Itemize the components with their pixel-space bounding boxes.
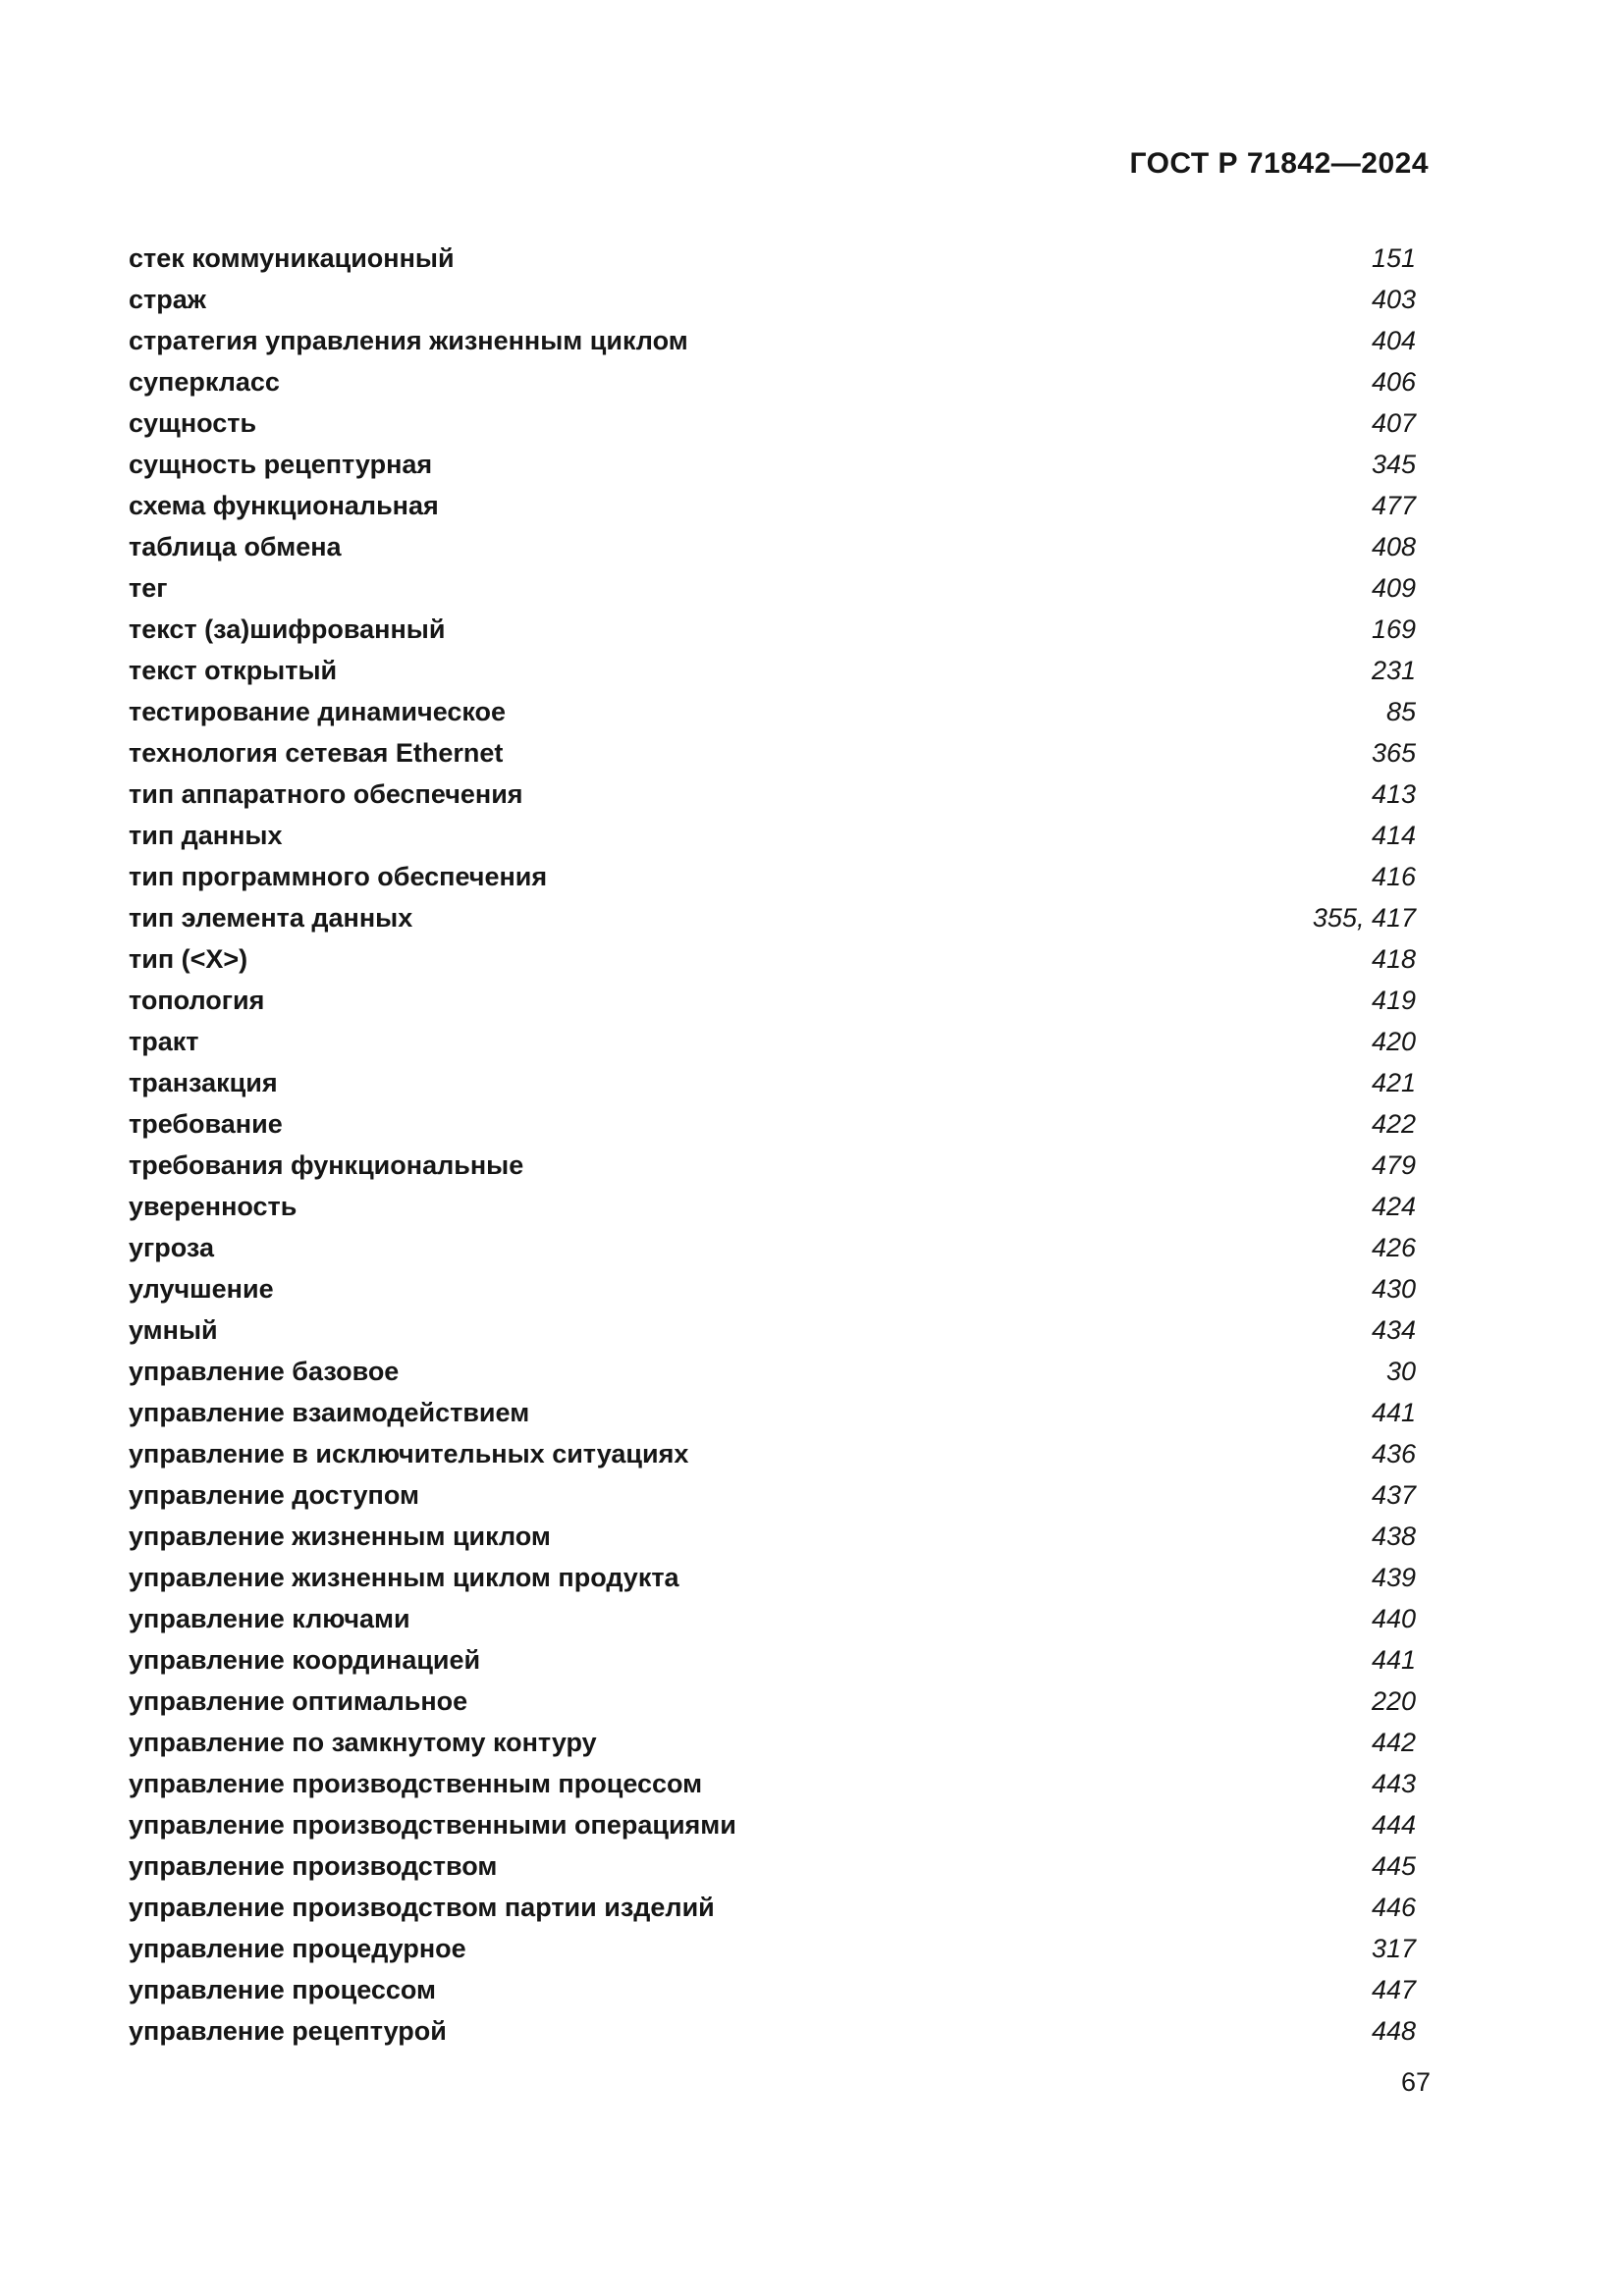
index-row	[129, 1728, 1429, 1769]
index-term: суперкласс	[129, 367, 280, 397]
index-term: управление процессом	[129, 1975, 437, 2004]
index-row	[129, 1975, 1429, 2016]
index-page-number: 317	[1371, 1934, 1416, 1963]
index-term: управление базовое	[129, 1357, 400, 1386]
index-row	[129, 821, 1429, 862]
index-term: управление рецептурой	[129, 2016, 447, 2046]
index-term: тестирование динамическое	[129, 697, 507, 726]
index-page-number: 406	[1371, 367, 1416, 397]
index-row	[129, 1893, 1429, 1934]
index-term: тип программного обеспечения	[129, 862, 548, 891]
index-page-number: 447	[1371, 1975, 1416, 2004]
index-row	[129, 944, 1429, 986]
index-page-number: 424	[1371, 1192, 1416, 1221]
index-term: тракт	[129, 1027, 199, 1056]
index-page-number: 407	[1371, 408, 1416, 438]
index-page-number: 438	[1371, 1522, 1416, 1551]
index-term: умный	[129, 1315, 218, 1345]
index-term: стек коммуникационный	[129, 243, 455, 273]
index-term: таблица обмена	[129, 532, 342, 561]
index-page-number: 421	[1371, 1068, 1416, 1097]
index-page-number: 365	[1371, 738, 1416, 768]
index-row	[129, 903, 1429, 944]
index-page-number: 439	[1371, 1563, 1416, 1592]
index-term: управление ключами	[129, 1604, 410, 1633]
index-page-number: 409	[1371, 573, 1416, 603]
index-term: тип элемента данных	[129, 903, 413, 933]
index-term: тип данных	[129, 821, 283, 850]
index-page-number: 444	[1371, 1810, 1416, 1840]
index-page-number: 448	[1371, 2016, 1416, 2046]
index-page-number: 30	[1385, 1357, 1416, 1386]
index-row	[129, 450, 1429, 491]
index-term: угроза	[129, 1233, 214, 1262]
index-page-number: 442	[1371, 1728, 1416, 1757]
index-term: управление жизненным циклом продукта	[129, 1563, 679, 1592]
index-page-number: 434	[1371, 1315, 1416, 1345]
index-term: управление производственным процессом	[129, 1769, 703, 1798]
index-page-number: 446	[1371, 1893, 1416, 1922]
index-row	[129, 1109, 1429, 1150]
index-term: страж	[129, 285, 206, 314]
index-row	[129, 2016, 1429, 2057]
index-row	[129, 1604, 1429, 1645]
index-row	[129, 1233, 1429, 1274]
index-page-number: 422	[1371, 1109, 1416, 1139]
index-term: управление в исключительных ситуациях	[129, 1439, 689, 1468]
index-page-number: 445	[1371, 1851, 1416, 1881]
index-row	[129, 532, 1429, 573]
index-page-number: 426	[1371, 1233, 1416, 1262]
index-term: транзакция	[129, 1068, 278, 1097]
index-row	[129, 326, 1429, 367]
index-page-number: 419	[1371, 986, 1416, 1015]
index-row	[129, 656, 1429, 697]
index-term: управление производством	[129, 1851, 498, 1881]
index-term: управление жизненным циклом	[129, 1522, 551, 1551]
index-page-number: 437	[1371, 1480, 1416, 1510]
index-page-number: 430	[1371, 1274, 1416, 1304]
doc-header-title: ГОСТ Р 71842—2024	[1129, 147, 1429, 180]
index-row	[129, 1686, 1429, 1728]
index-term: текст (за)шифрованный	[129, 614, 446, 644]
index-page-number: 441	[1371, 1398, 1416, 1427]
index-page-number: 416	[1371, 862, 1416, 891]
index-term: улучшение	[129, 1274, 274, 1304]
index-page-number: 404	[1371, 326, 1416, 355]
index-row	[129, 367, 1429, 408]
index-row	[129, 1192, 1429, 1233]
index-row	[129, 986, 1429, 1027]
index-row	[129, 738, 1429, 779]
index-row	[129, 1769, 1429, 1810]
index-page-number: 408	[1371, 532, 1416, 561]
index-term: тип (<X>)	[129, 944, 248, 974]
index-term: требование	[129, 1109, 283, 1139]
index-row	[129, 1934, 1429, 1975]
index-row	[129, 1810, 1429, 1851]
index-row	[129, 1315, 1429, 1357]
index-term: сущность рецептурная	[129, 450, 433, 479]
index-page-number: 151	[1371, 243, 1416, 273]
index-term: управление производством партии изделий	[129, 1893, 715, 1922]
index-page-number: 441	[1371, 1645, 1416, 1675]
index-term: сущность	[129, 408, 257, 438]
index-term: технология сетевая Ethernet	[129, 738, 504, 768]
index-page-number: 414	[1371, 821, 1416, 850]
index-page-number: 479	[1371, 1150, 1416, 1180]
index-row	[129, 1645, 1429, 1686]
index-row	[129, 1439, 1429, 1480]
index-page-number: 403	[1371, 285, 1416, 314]
index-row	[129, 1357, 1429, 1398]
index-term: управление координацией	[129, 1645, 481, 1675]
index-row	[129, 573, 1429, 614]
index-page-number: 231	[1371, 656, 1416, 685]
index-term: требования функциональные	[129, 1150, 524, 1180]
index-page-number: 220	[1371, 1686, 1416, 1716]
index-row	[129, 614, 1429, 656]
index-row	[129, 1522, 1429, 1563]
index-term: управление процедурное	[129, 1934, 466, 1963]
index-row	[129, 697, 1429, 738]
index-row	[129, 1150, 1429, 1192]
index-page-number: 440	[1371, 1604, 1416, 1633]
index-row	[129, 862, 1429, 903]
index-row	[129, 1480, 1429, 1522]
index-row	[129, 491, 1429, 532]
index-term: управление по замкнутому контуру	[129, 1728, 597, 1757]
index-page-number: 420	[1371, 1027, 1416, 1056]
index-row	[129, 779, 1429, 821]
page-number-footer: 67	[1400, 2067, 1431, 2097]
index-term: тег	[129, 573, 168, 603]
index-term: стратегия управления жизненным циклом	[129, 326, 688, 355]
index-term: управление взаимодействием	[129, 1398, 530, 1427]
index-row	[129, 285, 1429, 326]
index-page-number: 355, 417	[1312, 903, 1416, 933]
index-row	[129, 243, 1429, 285]
index-term: тип аппаратного обеспечения	[129, 779, 523, 809]
index-row	[129, 1398, 1429, 1439]
index-term: управление доступом	[129, 1480, 419, 1510]
index-page-number: 345	[1371, 450, 1416, 479]
index-list	[129, 243, 1429, 2057]
index-term: схема функциональная	[129, 491, 439, 520]
index-term: топология	[129, 986, 265, 1015]
index-page-number: 413	[1371, 779, 1416, 809]
index-term: управление производственными операциями	[129, 1810, 736, 1840]
index-row	[129, 1027, 1429, 1068]
index-page-number: 85	[1385, 697, 1416, 726]
index-term: уверенность	[129, 1192, 298, 1221]
index-row	[129, 1274, 1429, 1315]
index-page-number: 443	[1371, 1769, 1416, 1798]
index-term: текст открытый	[129, 656, 338, 685]
index-page-number: 169	[1371, 614, 1416, 644]
index-page-number: 477	[1371, 491, 1416, 520]
index-row	[129, 1851, 1429, 1893]
index-row	[129, 1068, 1429, 1109]
index-row	[129, 1563, 1429, 1604]
index-page-number: 436	[1371, 1439, 1416, 1468]
index-page-number: 418	[1371, 944, 1416, 974]
index-term: управление оптимальное	[129, 1686, 468, 1716]
index-row	[129, 408, 1429, 450]
